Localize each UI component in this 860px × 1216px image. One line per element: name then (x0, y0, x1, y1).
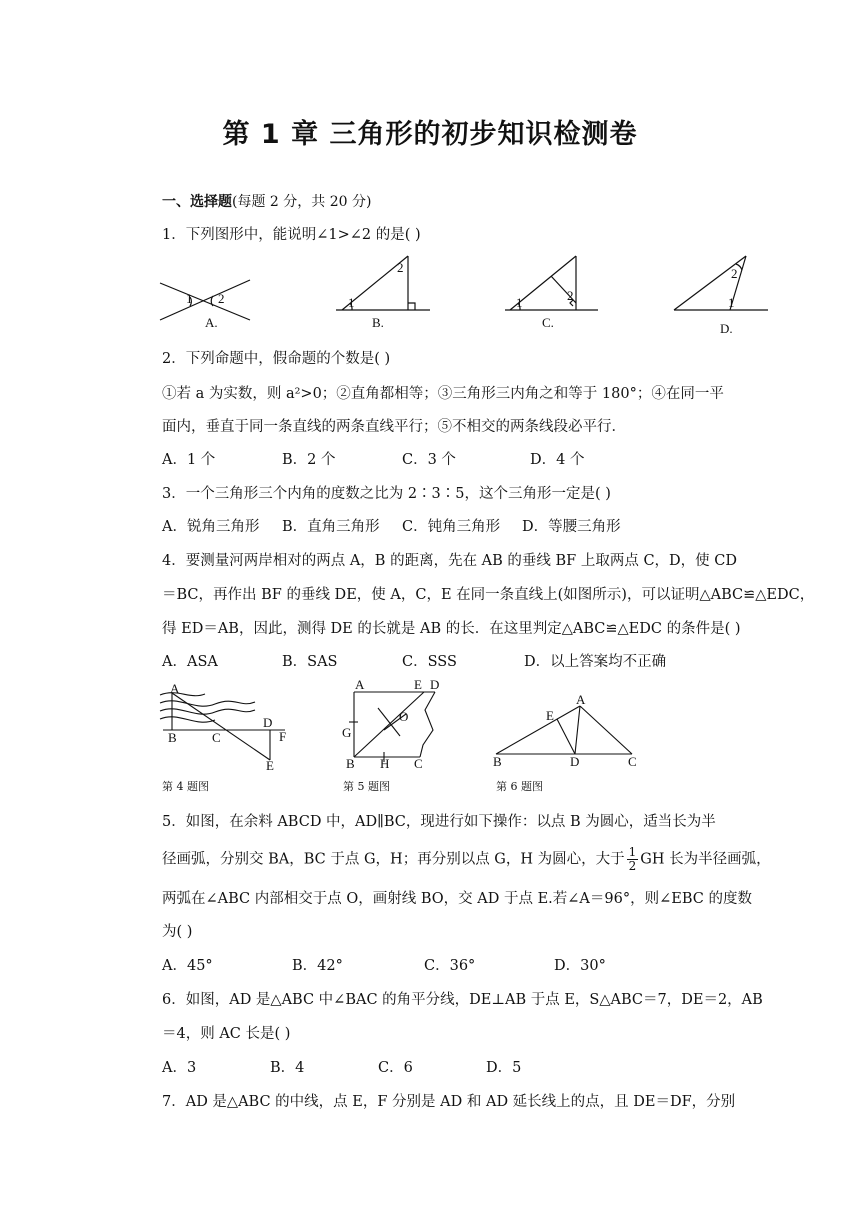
q1c-mark-2: 2 (567, 288, 574, 303)
fig5-ray-bo (354, 692, 424, 757)
fig5-point-b: B (346, 756, 355, 771)
fig6-line-ba (496, 706, 580, 754)
q1b-right-mark (408, 303, 415, 310)
fig5-caption: 第 5 题图 (343, 780, 390, 793)
q1-label-b: B. (372, 315, 384, 330)
q1a-mark-2: 2 (218, 291, 225, 306)
fig6-line-ac (580, 706, 632, 754)
q1-label-a: A. (205, 315, 218, 330)
fig5-point-a: A (355, 677, 365, 692)
fig6-point-c: C (628, 754, 637, 769)
q3-option-b: B．直角三角形 (282, 519, 380, 535)
q5-line-2-end: GH 长为半径画弧， (640, 851, 771, 868)
fig6-line-ad (575, 706, 580, 754)
fig6-point-d: D (570, 754, 580, 769)
q5-line-1: 5．如图，在余料 ABCD 中，AD∥BC，现进行如下操作：以点 B 为圆心，适当长为半 (162, 814, 716, 830)
fig4-river-3 (160, 717, 215, 722)
fig5-point-h: H (380, 756, 390, 771)
q5-line-2 (162, 846, 771, 873)
q4-option-b: B．SAS (282, 654, 338, 670)
q6-option-c: C．6 (378, 1060, 413, 1076)
q1-stem: 1．下列图形中，能说明∠1>∠2 的是( ) (162, 227, 421, 243)
q4-line-3: 得 ED＝AB，因此，测得 DE 的长就是 AB 的长．在这里判定△ABC≌△EDC 的条件是( ) (162, 621, 741, 637)
fig5-point-d: D (430, 677, 440, 692)
q6-option-d: D．5 (486, 1060, 522, 1076)
q1a-mark-1: 1 (186, 291, 193, 306)
fig5-point-e: E (414, 677, 422, 692)
section-title: 一、选择题 (162, 194, 232, 210)
fig4-point-d: D (263, 715, 273, 730)
q5-option-b: B．42° (292, 958, 343, 974)
q3-option-d: D．等腰三角形 (522, 519, 621, 535)
q4-option-a: A．ASA (162, 654, 218, 670)
q4-option-d: D．以上答案均不正确 (524, 654, 667, 670)
q3-option-a: A．锐角三角形 (162, 519, 260, 535)
q5-line-2-start: 径画弧，分别交 BA，BC 于点 G，H；再分别以点 G，H 为圆心，大于 (162, 851, 625, 868)
q1b-mark-1: 1 (348, 295, 355, 310)
q1-label-d: D. (720, 321, 733, 336)
fig5-point-g: G (342, 725, 352, 740)
fig6-point-b: B (493, 754, 502, 769)
q6-line-2: ＝4，则 AC 长是( ) (162, 1026, 291, 1042)
fig4-point-c: C (212, 730, 221, 745)
q4-line-2: ＝BC，再作出 BF 的垂线 DE，使 A，C，E 在同一条直线上(如图所示)，可以证明△ABC≌△EDC， (162, 587, 815, 603)
q5-line-3: 两弧在∠ABC 内部相交于点 O，画射线 BO，交 AD 于点 E.若∠A＝96°，则∠EBC 的度数 (162, 891, 752, 907)
fig6-line-de (557, 719, 575, 754)
q2-stem: 2．下列命题中，假命题的个数是( ) (162, 351, 391, 367)
fig4-caption: 第 4 题图 (162, 780, 209, 793)
page-title: 第 1 章 三角形的初步知识检测卷 (222, 119, 638, 150)
q1d-mark-1: 1 (728, 295, 735, 310)
q4-option-c: C．SSS (402, 654, 457, 670)
q6-option-b: B．4 (270, 1060, 305, 1076)
q4-line-1: 4．要测量河两岸相对的两点 A，B 的距离，先在 AB 的垂线 BF 上取两点 C，D，使 CD (162, 553, 738, 569)
fig4-river-4 (160, 693, 205, 696)
q2-option-c: C．3 个 (402, 452, 456, 468)
fig5-point-o: O (399, 709, 409, 724)
half-fraction (627, 846, 639, 873)
q2-line-1: ①若 a 为实数，则 a²>0；②直角都相等；③三角形三内角之和等于 180°；④在同一平 (162, 386, 724, 402)
q3-stem: 3．一个三角形三个内角的度数之比为 2∶3∶5，这个三角形一定是( ) (162, 486, 611, 502)
q5-option-a: A．45° (162, 958, 213, 974)
q1c-mark-1: 1 (516, 295, 523, 310)
fraction-denominator: 2 (628, 859, 637, 873)
q1d-mark-2: 2 (731, 266, 738, 281)
fig4-river-2 (160, 709, 255, 714)
q2-option-b: B．2 个 (282, 452, 336, 468)
fig6-caption: 第 6 题图 (496, 780, 543, 793)
fig4-point-e: E (266, 758, 274, 773)
q5-option-c: C．36° (424, 958, 476, 974)
q2-option-a: A．1 个 (162, 452, 216, 468)
q2-line-2: 面内，垂直于同一条直线的两条直线平行；⑤不相交的两条线段必平行． (162, 419, 626, 435)
q7-line-1: 7．AD 是△ABC 的中线，点 E，F 分别是 AD 和 AD 延长线上的点，且 DE＝DF，分别 (162, 1094, 736, 1110)
fig6-point-a: A (576, 692, 586, 707)
fig5-point-c: C (414, 756, 423, 771)
q6-line-1: 6．如图，AD 是△ABC 中∠BAC 的角平分线，DE⊥AB 于点 E，S△ABC＝7，DE＝2，AB (162, 992, 763, 1008)
fig4-point-f: F (279, 729, 287, 744)
fig5-jagged-edge (420, 692, 435, 757)
q5-option-d: D．30° (554, 958, 606, 974)
q2-option-d: D．4 个 (530, 452, 585, 468)
q6-option-a: A．3 (162, 1060, 197, 1076)
q1b-mark-2: 2 (397, 260, 404, 275)
q3-option-c: C．钝角三角形 (402, 519, 501, 535)
fig4-point-a: A (170, 681, 180, 696)
fig6-point-e: E (546, 708, 554, 723)
q1-label-c: C. (542, 315, 554, 330)
fig4-river-1 (160, 701, 255, 706)
q5-line-4: 为( ) (162, 924, 193, 940)
q1d-side-1 (674, 256, 746, 310)
section-note: (每题 2 分，共 20 分) (232, 194, 372, 210)
fig4-point-b: B (168, 730, 177, 745)
fraction-numerator: 1 (628, 845, 637, 859)
